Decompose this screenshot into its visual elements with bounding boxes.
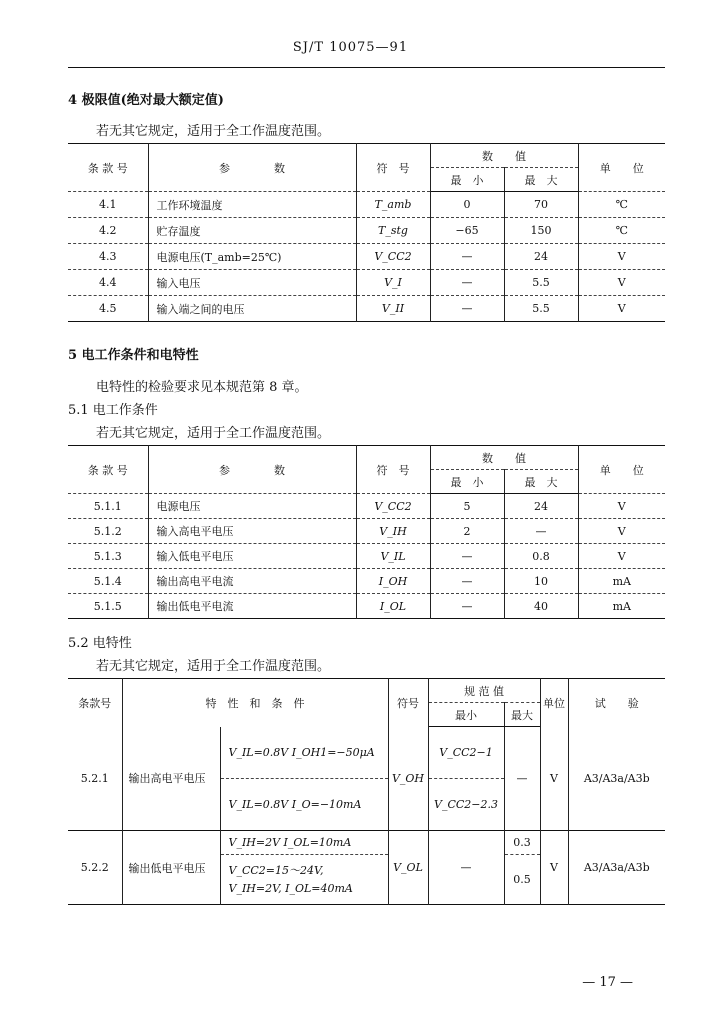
table-row: 5.1.4 输出高电平电流 I_OH — 10 mA — [68, 569, 665, 594]
col-test: 试 验 — [568, 679, 665, 727]
col-min: 最 小 — [430, 168, 504, 192]
col-max: 最大 — [504, 703, 540, 727]
col-sym: 符号 — [388, 679, 428, 727]
sec51-note: 若无其它规定，适用于全工作温度范围。 — [96, 426, 331, 441]
doc-header: SJ/T 10075—91 — [292, 40, 409, 55]
col-sym: 符 号 — [356, 446, 430, 494]
col-val: 数 值 — [430, 446, 578, 470]
table-row: 4.2 贮存温度 T_stg −65 150 ℃ — [68, 218, 665, 244]
col-no: 条款号 — [68, 679, 122, 727]
sec51-title: 5.1 电工作条件 — [68, 403, 158, 418]
sec51-table — [68, 445, 665, 619]
table-row: 4.3 电源电压(T_amb=25℃) V_CC2 — 24 V — [68, 244, 665, 270]
sec5-title: 5 电工作条件和电特性 — [68, 348, 199, 363]
col-no: 条 款 号 — [68, 144, 148, 192]
col-param: 参 数 — [148, 446, 356, 494]
sec4-note: 若无其它规定，适用于全工作温度范围。 — [96, 124, 331, 139]
table-row: 4.1 工作环境温度 T_amb 0 70 ℃ — [68, 192, 665, 218]
header-rule — [68, 67, 665, 68]
col-min: 最 小 — [430, 470, 504, 494]
col-val: 数 值 — [430, 144, 578, 168]
col-unit: 单 位 — [578, 144, 665, 192]
col-sym: 符 号 — [356, 144, 430, 192]
table-row: V_IL=0.8V I_O=−10mA V_CC2−2.3 — [68, 779, 665, 831]
table-row: 5.2.1 输出高电平电压 V_IL=0.8V I_OH1=−50μA V_OH V_CC2−1 — V A3/A3a/A3b — [68, 727, 665, 779]
sec52-note: 若无其它规定，适用于全工作温度范围。 — [96, 659, 331, 674]
sec52-table — [68, 678, 665, 905]
sec4-title: 4 极限值(绝对最大额定值) — [68, 93, 224, 108]
table-row: V_CC2=15～24V, V_IH=2V, I_OL=40mA 0.5 — [68, 855, 665, 905]
page-number: — 17 — — [582, 975, 633, 990]
sec52-title: 5.2 电特性 — [68, 636, 132, 651]
col-char: 特 性 和 条 件 — [122, 679, 388, 727]
col-spec: 规 范 值 — [428, 679, 540, 703]
col-unit: 单位 — [540, 679, 568, 727]
sec5-text: 电特性的检验要求见本规范第 8 章。 — [96, 380, 308, 395]
table-row: 5.2.2 输出低电平电压 V_IH=2V I_OL=10mA V_OL — 0.3 V A3/A3a/A3b — [68, 831, 665, 855]
sec4-table — [68, 143, 665, 322]
table-row: 5.1.5 输出低电平电流 I_OL — 40 mA — [68, 594, 665, 619]
table-row: 5.1.2 输入高电平电压 V_IH 2 — V — [68, 519, 665, 544]
table-row: 4.5 输入端之间的电压 V_II — 5.5 V — [68, 296, 665, 322]
col-param: 参 数 — [148, 144, 356, 192]
table-row: 4.4 输入电压 V_I — 5.5 V — [68, 270, 665, 296]
table-row: 5.1.1 电源电压 V_CC2 5 24 V — [68, 494, 665, 519]
col-min: 最小 — [428, 703, 504, 727]
col-unit: 单 位 — [578, 446, 665, 494]
table-row: 5.1.3 输入低电平电压 V_IL — 0.8 V — [68, 544, 665, 569]
col-no: 条 款 号 — [68, 446, 148, 494]
col-max: 最 大 — [504, 470, 578, 494]
col-max: 最 大 — [504, 168, 578, 192]
